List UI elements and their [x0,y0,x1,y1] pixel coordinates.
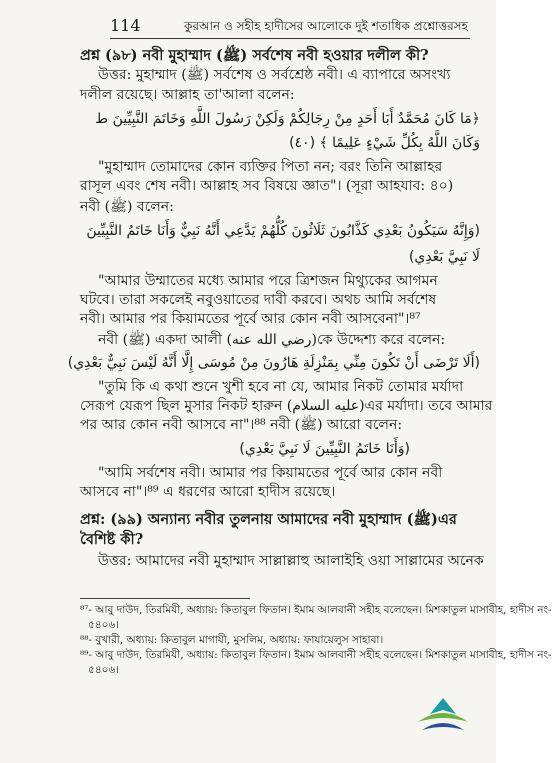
footnote-divider [80,598,250,599]
quran-verse-line-1: ﴿مَا كَانَ مُحَمَّدٌ أَبَا أَحَدٍ مِنْ رِجَالِكُمْ وَلَكِنْ رَسُولَ اللَّهِ وَخَاتَمَ النَّبِيِّينَ ط [95,111,480,127]
question-99-title-line-1: প্রশ্ন: (৯৯) অন্যান্য নবীর তুলনায় আমাদের নবী মুহাম্মাদ (ﷺ)এর [80,511,457,528]
question-98-title: প্রশ্ন (৯৮) নবী মুহাম্মাদ (ﷺ) সর্বশেষ নবী হওয়ার দলীল কী? [80,47,429,64]
footnote-89-cont: ৫৪০৬। [88,664,120,676]
footnotes [80,603,552,678]
answer-99-line-1: উত্তর: আমাদের নবী মুহাম্মাদ সাল্লাল্লাহু আলাইহি ওয়া সাল্লামের অনেক [98,553,484,569]
hadith-1-line-3: নবী। আমার পর কিয়ামতের পূর্বে আর কোন নবী আসবেনা"।⁸⁷ [80,311,421,327]
logo-bottom-shape [422,723,464,730]
logo-top-shape [430,698,456,714]
running-title: কুরআন ও সহীহ হাদীসের আলোকে দুই শতাধিক প্রশ্নোত্তরসহ [184,19,468,33]
footnote-88: ⁸⁸- বুখারী, অধ্যায়: কিতাবুল মাগাযী, মুসলিম, অধ্যায়: ফাযায়েলুস সাহাবা। [80,634,384,646]
hadith-arabic-3: (وَأَنَا خَاتَمُ النَّبِيِّينَ لَا نَبِيَّ بَعْدِي) [239,441,410,457]
ali-intro-line: নবী (ﷺ) একদা আলী (رضي الله عنه)কে উদ্দেশ্য করে বলেন: [98,332,446,348]
hadith-arabic-1-line-2: لَا نَبِيَّ بَعْدِي) [408,249,480,265]
answer-98-line-1: উত্তর: মুহাম্মাদ (ﷺ) সর্বশেষ ও সর্বশ্রেষ্ঠ নবী। এ ব্যাপারে অসংখ্য [98,67,451,83]
verse-translation-line-2: রাসূল এবং শেষ নবী। আল্লাহ সব বিষয়ে জ্ঞাত"। (সূরা আহযাব: ৪০) [80,178,454,194]
quran-verse-line-2: وَكَانَ اللَّهُ بِكُلِّ شَيْءٍ عَلِيمًا ﴾ (٤٠) [289,135,480,151]
answer-98-line-2: দলীল রয়েছে। আল্লাহ তা'আলা বলেন: [80,87,295,103]
verse-translation-line-1: "মুহাম্মাদ তোমাদের কোন ব্যক্তির পিতা নন; বরং তিনি আল্লাহর [98,159,443,175]
logo-middle-shape [418,713,468,722]
hadith-2-line-3: পর আর কোন নবী আসবে না"।⁸⁸ নবী (ﷺ) আরো বলেন: [80,417,403,433]
publisher-logo [412,696,474,740]
hadith-1-line-2: ঘটবে। তারা সকলেই নবুওয়াতের দাবী করবে। অথচ আমি সর্বশেষ [80,292,437,308]
footnote-87-cont: ৫৪০৬। [88,619,120,631]
hadith-3-line-1: "আমি সর্বশেষ নবী। আমার পর কিয়ামতের পূর্বে আর কোন নবী [98,465,443,481]
page-number: 114 [110,16,141,35]
hadith-arabic-2: (أَلَا تَرْضَى أَنْ تَكُونَ مِنِّي بِمَنْزِلَةِ هَارُونَ مِنْ مُوسَى إِلَّا أَنَّهُ لَيْسَ نَبِيٌّ بَعْدِي) [67,355,480,371]
page-header [110,14,470,39]
hadith-arabic-1-line-1: (وَإِنَّهُ سَيَكُونُ بَعْدِي كَذَّابُونَ ثَلَاثُونَ كُلُّهُمْ يَدَّعِي أَنَّهُ نَبِيٌّ وَأَنَا خَاتَمُ النَّبِيِّينَ [86,223,480,239]
hadith-3-line-2: আসবে না"।⁸⁹ এ ধরণের আরো হাদীস রয়েছে। [80,484,336,500]
footnote-89: ⁸⁹- আবু দাউদ, তিরমিযী, অধ্যায়: কিতাবুল ফিতান। ইমাম আলবানী সহীহ বলেছেন। মিশকাতুল মাসাবীহ, হাদীস নং- [80,649,552,661]
footnote-87: ⁸⁷- আবু দাউদ, তিরমিযী, অধ্যায়: কিতাবুল ফিতান। ইমাম আলবানী সহীহ বলেছেন। মিশকাতুল মাসাবীহ, হাদীস নং- [80,604,552,616]
question-99-title-line-2: বৈশিষ্ট কী? [80,531,144,548]
hadith-1-line-1: "আমার উম্মাতের মধ্যে আমার পরে ত্রিশজন মিথ্যুকের আগমন [98,273,438,289]
hadith-2-line-2: সেরূপ যেরূপ ছিল মুসার নিকট হারুন (عليه السلام)এর মর্যাদা। তবে আমার [80,398,493,414]
hadith-2-line-1: "তুমি কি এ কথা শুনে খুশী হবে না যে, আমার নিকট তোমার মর্যাদা [98,379,464,395]
nabi-said-line: নবী (ﷺ) বলেন: [80,199,174,215]
